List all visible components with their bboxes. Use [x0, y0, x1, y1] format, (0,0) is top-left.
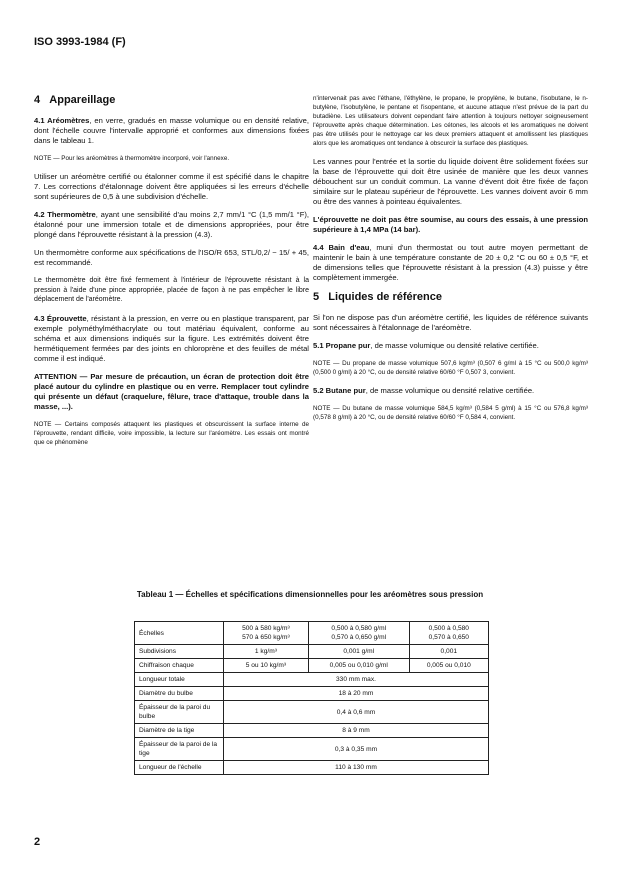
para-text: , muni d'un thermostat ou tout autre moyen permettant de maintenir le bain à une température constante de 20 ± 0,2 °C ou 60 ± 0,5 °F, et de dimensions telles que l'éprouvette résistant à la pression (4.3) puisse y être complètement immergée.: [313, 243, 589, 282]
para-text: , de masse volumique ou densité relative certifiée.: [365, 386, 535, 395]
para-thermometre-iso: Un thermomètre conforme aux spécifications de l'ISO/R 653, STL/0,2/ − 15/ + 45, est recommandé.: [34, 248, 309, 267]
para-vannes: Les vannes pour l'entrée et la sortie du liquide doivent être solidement fixées sur la base de l'éprouvette qui doit être usinée de manière que les deux vannes débouchent sur un conduit commun. La vanne d'évent doit être fixée de façon similaire sur le plateau supérieur de l'éprouvette. Les vannes doivent avoir 6 mm ou être des vannes à pointeau équivalentes.: [313, 157, 588, 206]
section-number: 5: [313, 291, 320, 303]
cell-value: 0,500 à 0,580 0,570 à 0,650: [409, 622, 488, 645]
para-label: 4.3 Éprouvette: [34, 313, 87, 323]
cell-value: 500 à 580 kg/m³ 570 à 650 kg/m³: [224, 622, 309, 645]
cell-value: 0,001: [409, 645, 488, 659]
note-butane: NOTE — Du butane de masse volumique 584,5 kg/m³ (0,584 5 g/ml) à 15 °C ou 576,8 kg/m³ (0,578 8 g/ml) à 20 °C, ou de densité relative 60/60 °F 0,584 4, convient.: [313, 405, 588, 421]
para-text: , résistant à la pression, en verre ou en plastique transparent, par exemple polyméthylméthacrylate ou tout matériau équivalent, conforme au schéma et aux dimensions indiqués sur la figure. Les extrémités doivent être hermétiquement fermées par des joints en chloroprène et des feuilles de métal comme il est indiqué.: [34, 313, 309, 363]
cell-value: 0,3 à 0,35 mm: [224, 738, 489, 761]
section-4-heading: [34, 94, 309, 106]
para-4-1: [34, 116, 309, 146]
para-5-2: [313, 386, 588, 396]
para-label: 4.4 Bain d'eau: [313, 243, 370, 252]
para-label: 4.2 Thermomètre: [34, 210, 96, 219]
para-label: 5.1 Propane pur: [313, 341, 371, 350]
pressure-warning: L'éprouvette ne doit pas être soumise, au cours des essais, à une pression supérieure à 1,4 MPa (14 bar).: [313, 215, 588, 234]
cell-value: 5 ou 10 kg/m³: [224, 659, 309, 673]
attention-warning: ATTENTION — Par mesure de précaution, un écran de protection doit être placé autour du cylindre en plastique ou en verre. Remplacer tout cylindre qui présente un défaut (craquelure, fêlure, trace d'attaque, trouble dans la masse, ...).: [34, 371, 309, 411]
table-row: [135, 659, 489, 673]
table-row: [135, 701, 489, 724]
table-row: [135, 687, 489, 701]
cell-value: 110 à 130 mm: [224, 761, 489, 775]
section-5-heading: [313, 291, 588, 303]
table-row: [135, 673, 489, 687]
para-text: , de masse volumique ou densité relative certifiée.: [370, 341, 539, 350]
para-4-4: [313, 243, 588, 283]
cell-value: 18 à 20 mm: [224, 687, 489, 701]
note-propane: NOTE — Du propane de masse volumique 507,6 kg/m³ (0,507 6 g/ml à 15 °C ou 500,0 kg/m³ (0,500 0 g/ml) à 20 °C, ou de densité relative 60/60 °F 0,507 3, convient.: [313, 360, 588, 376]
cell-value: 330 mm max.: [224, 673, 489, 687]
para-utiliser: Utiliser un aréomètre certifié ou étalonner comme il est spécifié dans le chapitre 7. Les corrections d'étalonnage doivent être appliquées si les erreurs d'échelle sont supérieures de 0,5 à une subdivision d'échelle.: [34, 172, 309, 201]
section-title: Liquides de référence: [328, 291, 443, 303]
cell-value: 0,4 à 0,6 mm: [224, 701, 489, 724]
section-number: 4: [34, 94, 41, 106]
left-column: [34, 94, 309, 456]
para-thermometre-fixe: Le thermomètre doit être fixé fermement à l'intérieur de l'éprouvette résistant à la pression à l'aide d'une pince appropriée, placée de façon à ne pas empêcher le libre déplacement de l'aréomètre.: [34, 277, 309, 303]
table-caption: Tableau 1 — Échelles et spécifications dimensionnelles pour les aréomètres sous pression: [136, 590, 484, 599]
para-4-2: [34, 210, 309, 240]
cell-value: 0,005 ou 0,010: [409, 659, 488, 673]
row-label: Épaisseur de la paroi de la tige: [135, 738, 224, 761]
row-label: Échelles: [135, 622, 224, 645]
row-label: Longueur totale: [135, 673, 224, 687]
para-label: 4.1 Aréomètres: [34, 116, 90, 125]
row-label: Épaisseur de la paroi du bulbe: [135, 701, 224, 724]
cell-value: 0,005 ou 0,010 g/ml: [308, 659, 409, 673]
row-label: Diamètre du bulbe: [135, 687, 224, 701]
right-column: [313, 94, 588, 431]
note-plastics: NOTE — Certains composés attaquent les plastiques et obscurcissent la surface interne de l'éprouvette, rendant difficile, voire impossible, la lecture sur l'aréomètre. Les essais ont montré que ce phénomène: [34, 420, 309, 446]
para-text: , ayant une sensibilité d'au moins 2,7 mm/1 °C (1,5 mm/1 °F), étalonné pour une immersion totale et de dimensions appropriées, pour être plongé dans l'éprouvette résistant à la pression (4.3).: [34, 210, 310, 239]
page-number: 2: [34, 836, 41, 848]
para-4-3: [34, 314, 309, 364]
row-label: Chiffraison chaque: [135, 659, 224, 673]
cell-value: 8 à 9 mm: [224, 724, 489, 738]
para-5-1: [313, 341, 588, 351]
para-5: Si l'on ne dispose pas d'un aréomètre certifié, les liquides de référence suivants sont nécessaires à l'étalonnage de l'aréomètre.: [313, 313, 588, 332]
cell-value: 1 kg/m³: [224, 645, 309, 659]
cell-value: 0,001 g/ml: [308, 645, 409, 659]
table-row: [135, 622, 489, 645]
table-row: [135, 724, 489, 738]
para-text: , en verre, gradués en masse volumique ou en densité relative, dont l'échelle couvre l'intervalle approprié et conformes aux dimensions fixées dans le tableau 1.: [34, 116, 310, 145]
cell-value: 0,500 à 0,580 g/ml 0,570 à 0,650 g/ml: [308, 622, 409, 645]
specifications-table: [134, 621, 489, 775]
table-row: [135, 738, 489, 761]
table-row: [135, 761, 489, 775]
section-title: Appareillage: [49, 94, 116, 106]
table-row: [135, 645, 489, 659]
note-plastics-continued: n'intervenait pas avec l'éthane, l'éthylène, le propane, le propylène, le butane, l'isobutane, le n-butylène, l'isobutylène, le pentane et l'isopentane, et aucune attaque n'est prévue de la part du butadiène. Les utilisateurs doivent cependant faire attention à toujours nettoyer soigneusement l'éprouvette après chaque détermination. Les cétones, les alcools et les aromatiques ne doivent pas être utilisés pour le nettoyage car les deux premiers attaquent et amollissent les plastiques alors que les aromatiques ont tendance à obscurcir la surface des plastiques.: [313, 95, 588, 147]
row-label: Longueur de l'échelle: [135, 761, 224, 775]
row-label: Diamètre de la tige: [135, 724, 224, 738]
document-code: ISO 3993-1984 (F): [34, 36, 126, 48]
para-label: 5.2 Butane pur: [313, 386, 366, 395]
row-label: Subdivisions: [135, 645, 224, 659]
note-thermometer: NOTE — Pour les aréomètres à thermomètre incorporé, voir l'annexe.: [34, 155, 230, 162]
